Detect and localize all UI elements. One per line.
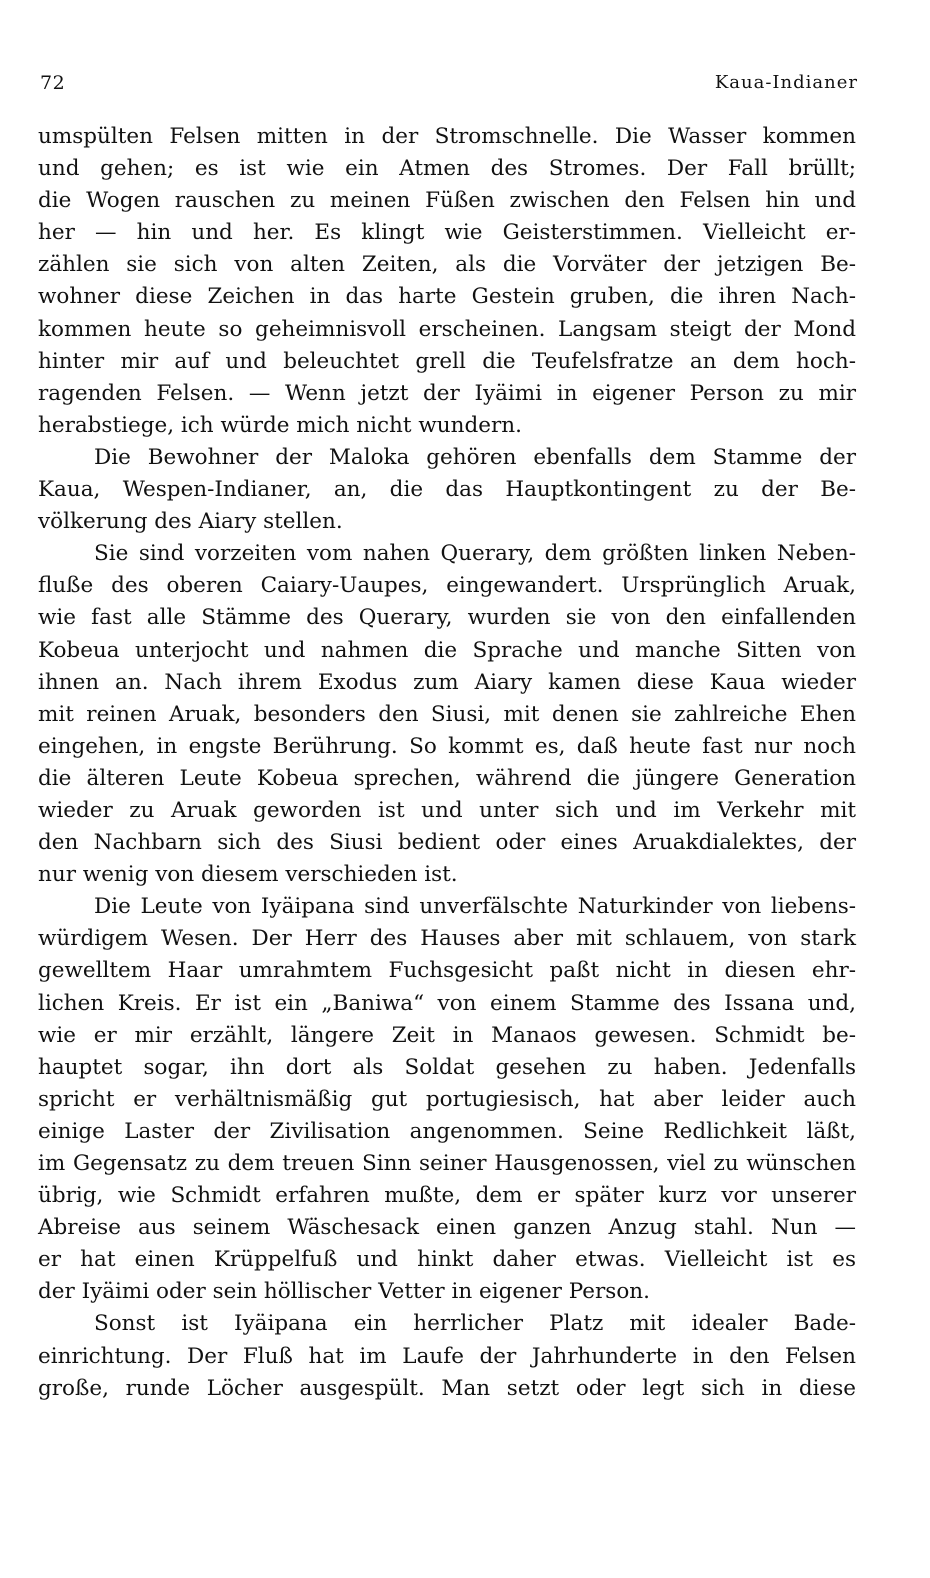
paragraph (38, 891, 856, 1308)
text-line: spricht er verhältnismäßig gut portugiesisch, hat aber leider auch (38, 1086, 856, 1112)
text-line: er hat einen Krüppelfuß und hinkt daher etwas. Vielleicht ist es (38, 1247, 856, 1273)
text-line: die Wogen rauschen zu meinen Füßen zwischen den Felsen hin und (38, 188, 856, 214)
text-line: übrig, wie Schmidt erfahren mußte, dem er später kurz vor unserer (38, 1183, 856, 1209)
text-line: wie fast alle Stämme des Querary, wurden sie von den einfallenden (38, 605, 856, 631)
text-line: ihnen an. Nach ihrem Exodus zum Aiary kamen diese Kaua wieder (38, 669, 856, 695)
text-line: Die Leute von Iyäipana sind unverfälschte Naturkinder von liebens- (94, 894, 856, 920)
text-line: Abreise aus seinem Wäschesack einen ganzen Anzug stahl. Nun — (38, 1215, 856, 1241)
text-line: Kobeua unterjocht und nahmen die Sprache und manche Sitten von (38, 637, 856, 663)
text-line: völkerung des Aiary stellen. (38, 509, 343, 535)
text-line: ragenden Felsen. — Wenn jetzt der Iyäimi in eigener Person zu mir (38, 380, 856, 406)
text-line: im Gegensatz zu dem treuen Sinn seiner Hausgenossen, viel zu wünschen (38, 1151, 856, 1176)
text-line: umspülten Felsen mitten in der Stromschnelle. Die Wasser kommen (38, 124, 856, 149)
text-line: große, runde Löcher ausgespült. Man setzt oder legt sich in diese (38, 1375, 856, 1401)
page-number: 72 (40, 72, 66, 94)
text-line: hauptet sogar, ihn dort als Soldat gesehen zu haben. Jedenfalls (38, 1054, 856, 1080)
text-line: und gehen; es ist wie ein Atmen des Stromes. Der Fall brüllt; (38, 156, 856, 182)
text-line: wohner diese Zeichen in das harte Gestein gruben, die ihren Nach- (38, 284, 856, 310)
paragraph (38, 121, 856, 442)
text-line: her — hin und her. Es klingt wie Geisterstimmen. Vielleicht er- (38, 220, 856, 246)
text-line: Sonst ist Iyäipana ein herrlicher Platz mit idealer Bade- (94, 1311, 856, 1337)
paragraph (38, 1308, 856, 1404)
text-line: Kaua, Wespen-Indianer, an, die das Hauptkontingent zu der Be- (38, 477, 856, 503)
text-line: würdigem Wesen. Der Herr des Hauses aber mit schlauem, von stark (38, 926, 856, 952)
text-line: einrichtung. Der Fluß hat im Laufe der Jahrhunderte in den Felsen (38, 1343, 856, 1369)
text-line: lichen Kreis. Er ist ein „Baniwa“ von einem Stamme des Issana und, (38, 990, 856, 1016)
text-line: kommen heute so geheimnisvoll erscheinen. Langsam steigt der Mond (38, 316, 856, 342)
text-line: fluße des oberen Caiary-Uaupes, eingewandert. Ursprünglich Aruak, (38, 573, 856, 599)
paragraph (38, 538, 856, 891)
text-line: hinter mir auf und beleuchtet grell die Teufelsfratze an dem hoch- (38, 348, 856, 374)
text-line: eingehen, in engste Berührung. So kommt es, daß heute fast nur noch (38, 733, 856, 759)
page-header (40, 72, 858, 98)
text-line: wie er mir erzählt, längere Zeit in Manaos gewesen. Schmidt be- (38, 1022, 856, 1048)
text-line: einige Laster der Zivilisation angenommen. Seine Redlichkeit läßt, (38, 1118, 856, 1144)
text-line: zählen sie sich von alten Zeiten, als die Vorväter der jetzigen Be- (38, 252, 856, 278)
text-line: die älteren Leute Kobeua sprechen, während die jüngere Generation (38, 765, 856, 791)
text-line: wieder zu Aruak geworden ist und unter sich und im Verkehr mit (38, 797, 856, 823)
text-line: der Iyäimi oder sein höllischer Vetter in eigener Person. (38, 1279, 650, 1305)
text-line: Sie sind vorzeiten vom nahen Querary, dem größten linken Neben- (94, 541, 856, 567)
body-text (38, 121, 856, 1405)
text-line: nur wenig von diesem verschieden ist. (38, 862, 458, 888)
running-head: Kaua-Indianer (714, 72, 858, 93)
text-line: mit reinen Aruak, besonders den Siusi, mit denen sie zahlreiche Ehen (38, 701, 856, 727)
text-line: herabstiege, ich würde mich nicht wundern. (38, 412, 522, 438)
text-line: gewelltem Haar umrahmtem Fuchsgesicht paßt nicht in diesen ehr- (38, 958, 856, 984)
paragraph (38, 442, 856, 538)
text-line: den Nachbarn sich des Siusi bedient oder eines Aruakdialektes, der (38, 830, 856, 856)
text-line: Die Bewohner der Maloka gehören ebenfalls dem Stamme der (94, 444, 856, 470)
